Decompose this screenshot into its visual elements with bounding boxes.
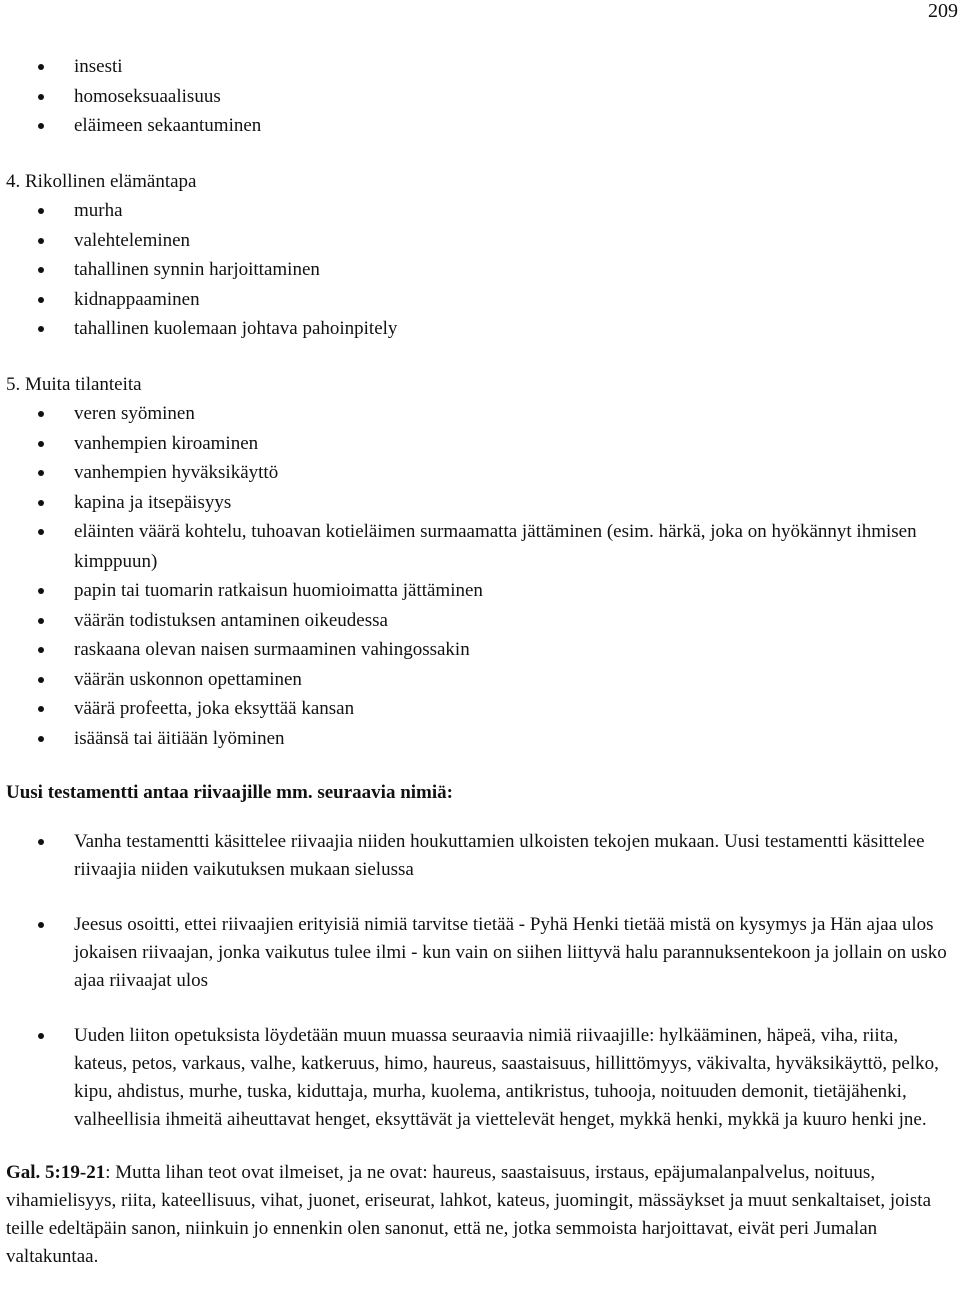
group5-heading: 5. Muita tilanteita xyxy=(6,373,142,395)
list-item: kapina ja itsepäisyys xyxy=(0,488,955,518)
quote-reference: Gal. 5:19-21 xyxy=(6,1161,106,1183)
list-item: vanhempien hyväksikäyttö xyxy=(0,458,955,488)
list-item: väärän todistuksen antaminen oikeudessa xyxy=(0,606,955,636)
group3-tail-list xyxy=(0,52,955,141)
list-item: raskaana olevan naisen surmaaminen vahingossakin xyxy=(0,635,955,665)
group4-list xyxy=(0,196,955,344)
document-body xyxy=(0,52,955,1271)
list-item: vanhempien kiroaminen xyxy=(0,429,955,459)
group4-heading: 4. Rikollinen elämäntapa xyxy=(6,170,197,192)
list-item: Jeesus osoitti, ettei riivaajien erityisiä nimiä tarvitse tietää - Pyhä Henki tietää mistä on kysymys ja Hän ajaa ulos jokaisen riivaajan, jonka vaikutus tulee ilmi - kun vain on siihen liittyvä halu parannuksentekoon ja jollain on usko ajaa riivaajat ulos xyxy=(0,911,955,995)
list-item: papin tai tuomarin ratkaisun huomioimatta jättäminen xyxy=(0,576,955,606)
list-item: isäänsä tai äitiään lyöminen xyxy=(0,724,955,754)
nt-section-list xyxy=(0,828,955,1134)
list-item: Uuden liiton opetuksista löydetään muun muassa seuraavia nimiä riivaajille: hylkääminen, häpeä, viha, riita, kateus, petos, varkaus, valhe, katkeruus, himo, haureus, saastaisuus, hillittömyys, väkivalta, hyväksikäyttö, pelko, kipu, ahdistus, murhe, tuska, kiduttaja, murha, kuolema, antikristus, tuhooja, noituuden demonit, tietäjähenki, valheellisia ihmeitä aiheuttavat henget, eksyttävät ja viettelevät henget, mykkä henki, mykkä ja kuuro henki jne. xyxy=(0,1022,955,1134)
quote-text: : Mutta lihan teot ovat ilmeiset, ja ne ovat: haureus, saastaisuus, irstaus, epäjumalanpalvelus, noituus, vihamielisyys, riita, kateellisuus, vihat, juonet, eriseurat, lahkot, kateus, juomingit, mässäykset ja muut senkaltaiset, joista teille edeltäpäin sanon, niinkuin jo ennenkin olen sanonut, että ne, jotka semmoista harjoittavat, eivät peri Jumalan valtakuntaa. xyxy=(6,1161,932,1267)
group5-list xyxy=(0,399,955,753)
list-item: tahallinen synnin harjoittaminen xyxy=(0,255,955,285)
list-item: homoseksuaalisuus xyxy=(0,82,955,112)
list-item: kidnappaaminen xyxy=(0,285,955,315)
list-item: valehteleminen xyxy=(0,226,955,256)
list-item: veren syöminen xyxy=(0,399,955,429)
list-item: murha xyxy=(0,196,955,226)
list-item: eläimeen sekaantuminen xyxy=(0,111,955,141)
list-item: väärä profeetta, joka eksyttää kansan xyxy=(0,694,955,724)
list-item: väärän uskonnon opettaminen xyxy=(0,665,955,695)
nt-section-title: Uusi testamentti antaa riivaajille mm. seuraavia nimiä: xyxy=(6,782,453,803)
list-item: tahallinen kuolemaan johtava pahoinpitely xyxy=(0,314,955,344)
list-item: eläinten väärä kohtelu, tuhoavan kotieläimen surmaamatta jättäminen (esim. härkä, joka on hyökännyt ihmisen kimppuun) xyxy=(0,517,955,576)
scripture-quote xyxy=(0,1159,955,1271)
list-item: Vanha testamentti käsittelee riivaajia niiden houkuttamien ulkoisten tekojen mukaan. Uusi testamentti käsittelee riivaajia niiden vaikutuksen mukaan sielussa xyxy=(0,828,955,884)
page-number: 209 xyxy=(928,0,958,22)
list-item: insesti xyxy=(0,52,955,82)
